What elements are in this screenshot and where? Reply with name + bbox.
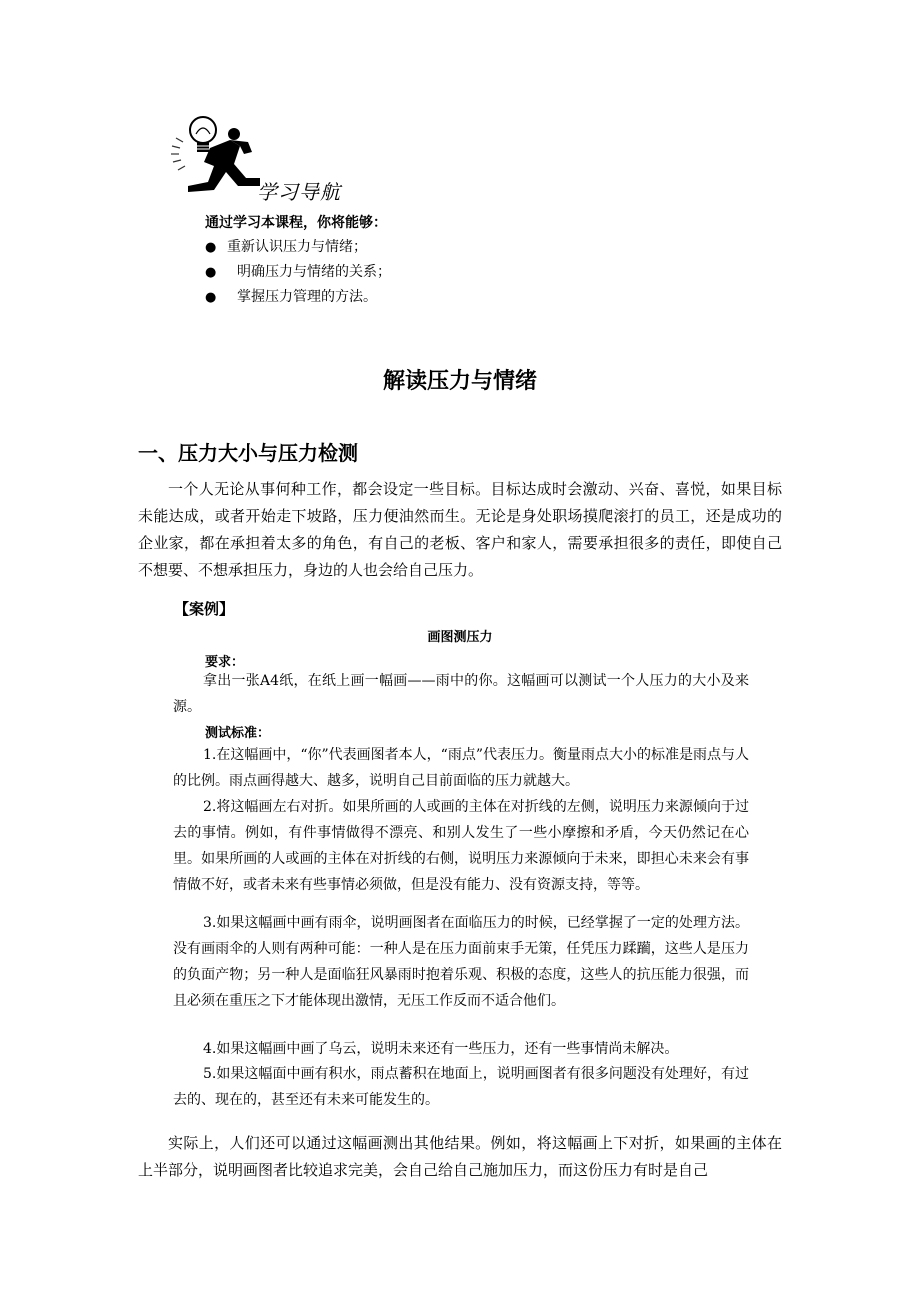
intro-text: 通过学习本课程，你将能够： bbox=[205, 215, 387, 231]
lightbulb-person-logo-icon bbox=[168, 112, 268, 202]
goal-text: 明确压力与情绪的关系； bbox=[237, 264, 391, 280]
requirement-text: 拿出一张A4纸，在纸上画一幅画——雨中的你。这幅画可以测试一个人压力的大小及来源。 bbox=[173, 673, 749, 715]
goal-item bbox=[205, 286, 377, 306]
goal-text: 重新认识压力与情绪； bbox=[227, 239, 367, 255]
standard-item: 3.如果这幅画中画有雨伞，说明画图者在面临压力的时候，已经掌握了一定的处理方法。没有画雨伞的人则有两种可能：一种人是在压力面前束手无策，任凭压力蹂躏，这些人是压力的负面产物；另一种人是面临狂风暴雨时抱着乐观、积极的态度，这些人的抗压能力很强，而且必须在重压之下才能体现出激情，无压工作反而不适合他们。 bbox=[173, 915, 749, 1009]
standard-label: 测试标准： bbox=[205, 726, 271, 741]
bullet-icon: ● bbox=[205, 240, 217, 255]
standard-item: 4.如果这幅画中画了乌云，说明未来还有一些压力，还有一些事情尚未解决。 bbox=[203, 1041, 679, 1057]
page-title: 解读压力与情绪 bbox=[382, 369, 537, 394]
standard-item: 2.将这幅画左右对折。如果所画的人或画的主体在对折线的左侧，说明压力来源倾向于过去的事情。例如，有件事情做得不漂亮、和别人发生了一些小摩擦和矛盾，今天仍然记在心里。如果所画的人或画的主体在对折线的右侧，说明压力来源倾向于未来，即担心未来会有事情做不好，或者未来有些事情必须做，但是没有能力、没有资源支持，等等。 bbox=[173, 799, 749, 893]
standard-item: 5.如果这幅面中画有积水，雨点蓄积在地面上，说明画图者有很多问题没有处理好，有过去的、现在的，甚至还有未来可能发生的。 bbox=[173, 1066, 749, 1108]
body-paragraph: 一个人无论从事何种工作，都会设定一些目标。目标达成时会激动、兴奋、喜悦，如果目标未能达成，或者开始走下坡路，压力便油然而生。无论是身处职场摸爬滚打的员工，还是成功的企业家，都在承担着太多的角色，有自己的老板、客户和家人，需要承担很多的责任，即使自己不想要、不想承担压力，身边的人也会给自己压力。 bbox=[138, 480, 782, 579]
case-label: 【案例】 bbox=[174, 600, 235, 618]
goal-text: 掌握压力管理的方法。 bbox=[237, 289, 377, 305]
case-title: 画图测压力 bbox=[427, 630, 493, 645]
requirement-label: 要求： bbox=[205, 655, 245, 670]
closing-paragraph: 实际上，人们还可以通过这幅画测出其他结果。例如，将这幅画上下对折，如果画的主体在上半部分，说明画图者比较追求完美，会自己给自己施加压力，而这份压力有时是自己 bbox=[138, 1134, 782, 1179]
section-heading: 一、压力大小与压力检测 bbox=[138, 441, 358, 465]
bullet-icon: ● bbox=[205, 265, 217, 280]
nav-title: 学习导航 bbox=[257, 180, 341, 204]
bullet-icon: ● bbox=[205, 290, 217, 305]
goal-item bbox=[205, 261, 391, 281]
standard-item: 1.在这幅画中，“你”代表画图者本人，“雨点”代表压力。衡量雨点大小的标准是雨点与人的比例。雨点画得越大、越多，说明自己目前面临的压力就越大。 bbox=[173, 747, 749, 789]
goal-item bbox=[205, 236, 367, 256]
